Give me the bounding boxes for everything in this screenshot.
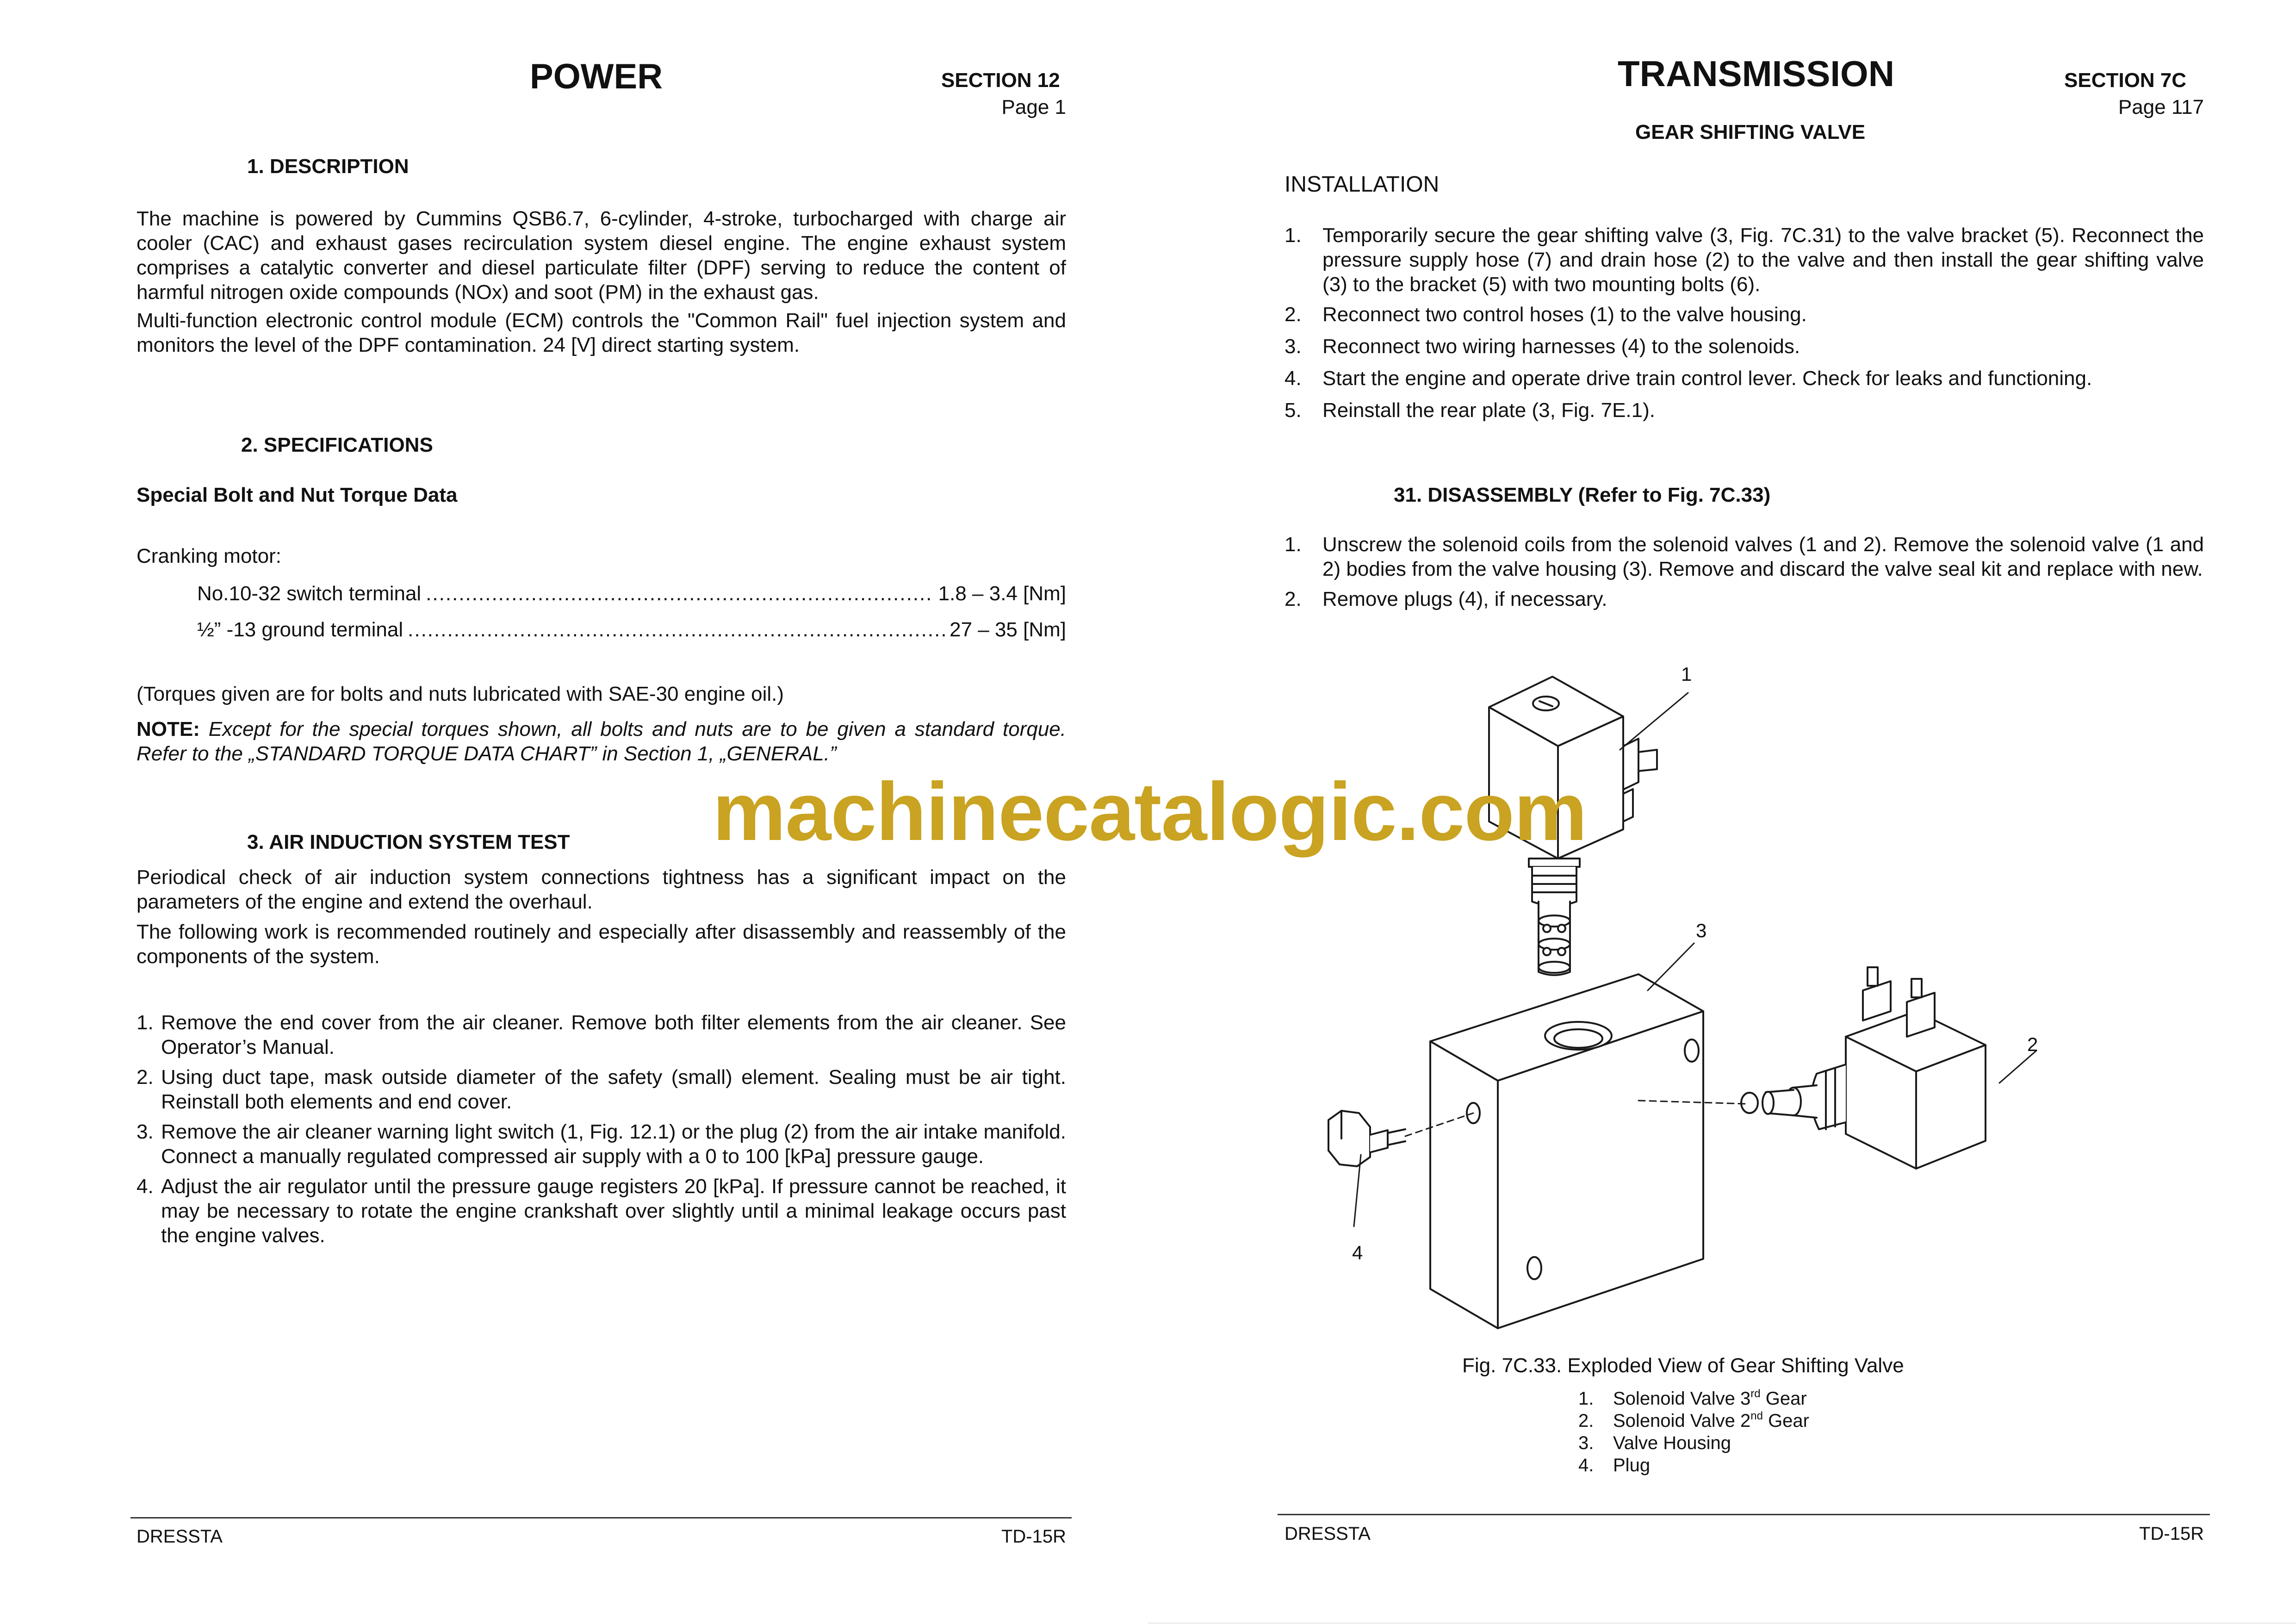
- step-number: 3.: [137, 1120, 154, 1143]
- disassembly-steps: [1285, 532, 2204, 611]
- legend-item: [1578, 1432, 1809, 1454]
- list-item: [1285, 302, 2204, 327]
- step-text: Remove the end cover from the air cleaner. Remove both filter elements from the air cleaner. See Operator’s Manual.: [161, 1011, 1066, 1058]
- legend-text: Plug: [1613, 1455, 1651, 1475]
- legend-sup: nd: [1750, 1410, 1763, 1422]
- page-subtitle: GEAR SHIFTING VALVE: [1635, 121, 1866, 143]
- standard-torque-note: [137, 717, 1066, 766]
- step-number: 1.: [1285, 533, 1302, 556]
- step-number: 4.: [1285, 367, 1302, 390]
- description-heading: 1. DESCRIPTION: [247, 155, 409, 178]
- torque-row-label: ½” -13 ground terminal: [197, 618, 403, 641]
- section-label: SECTION 12: [941, 69, 1060, 92]
- callout-1: 1: [1681, 663, 1692, 685]
- list-item: [1285, 532, 2204, 581]
- cranking-motor-label: Cranking motor:: [137, 545, 282, 567]
- callout-2: 2: [2027, 1033, 2038, 1055]
- list-item: [137, 1174, 1066, 1248]
- step-text: Adjust the air regulator until the pressure gauge registers 20 [kPa]. If pressure cannot be reached, it may be necessary to rotate the engine crankshaft over slightly until a minimal leakage occurs past the engine valves.: [161, 1175, 1066, 1247]
- description-paragraph: Multi-function electronic control module (ECM) controls the "Common Rail" fuel injection system and monitors the level of the DPF contamination. 24 [V] direct starting system.: [137, 309, 1066, 356]
- list-item: [137, 1120, 1066, 1169]
- step-text: Unscrew the solenoid coils from the solenoid valves (1 and 2). Remove the solenoid valve (1 and 2) bodies from the valve housing (3). Remove and discard the valve seal kit and replace with new.: [1322, 533, 2204, 580]
- torque-row-value: 27 – 35 [Nm]: [949, 618, 1066, 641]
- installation-heading: INSTALLATION: [1285, 172, 1440, 197]
- list-item: [137, 1010, 1066, 1059]
- page-title: TRANSMISSION: [1618, 53, 1895, 94]
- legend-tail: Gear: [1760, 1388, 1807, 1409]
- air-induction-steps: [137, 1010, 1066, 1248]
- step-number: 1.: [1285, 224, 1302, 247]
- disassembly-heading: 31. DISASSEMBLY (Refer to Fig. 7C.33): [1394, 484, 1771, 506]
- footer-left: DRESSTA: [1285, 1524, 1371, 1544]
- solenoid-stem: [1529, 859, 1580, 975]
- step-text: Reconnect two control hoses (1) to the valve housing.: [1322, 303, 1807, 326]
- exploded-view-figure: [1148, 648, 2296, 1342]
- installation-steps: [1285, 223, 2204, 423]
- figure-legend: [1578, 1388, 1809, 1476]
- solenoid-coil-2: [1741, 967, 1986, 1169]
- figure-caption: Fig. 7C.33. Exploded View of Gear Shifting Valve: [1462, 1354, 1904, 1377]
- list-item: [1285, 334, 2204, 359]
- legend-number: 2.: [1578, 1411, 1594, 1431]
- callout-3: 3: [1696, 920, 1707, 941]
- legend-item: [1578, 1388, 1809, 1410]
- legend-tail: Gear: [1762, 1411, 1809, 1431]
- step-number: 4.: [137, 1175, 154, 1198]
- leader-dots: [426, 584, 933, 604]
- list-item: [1285, 587, 2204, 611]
- step-number: 3.: [1285, 335, 1302, 358]
- step-text: Reinstall the rear plate (3, Fig. 7E.1).: [1322, 399, 1655, 422]
- footer-left: DRESSTA: [137, 1526, 223, 1547]
- specifications-heading: 2. SPECIFICATIONS: [241, 434, 433, 456]
- step-number: 2.: [1285, 588, 1302, 610]
- air-induction-paragraph: Periodical check of air induction system connections tightness has a significant impact on the parameters of the engine and extend the overhaul.: [137, 866, 1066, 913]
- air-induction-paragraph: The following work is recommended routinely and especially after disassembly and reassembly of the components of the system.: [137, 921, 1066, 968]
- torque-data-subheading: Special Bolt and Nut Torque Data: [137, 484, 458, 506]
- step-number: 5.: [1285, 399, 1302, 422]
- list-item: [1285, 398, 2204, 423]
- footer-rule: [1278, 1514, 2210, 1515]
- step-text: Using duct tape, mask outside diameter of the safety (small) element. Sealing must be air tight. Reinstall both elements and end cover.: [161, 1066, 1066, 1113]
- step-number: 2.: [137, 1066, 154, 1089]
- step-text: Reconnect two wiring harnesses (4) to the solenoids.: [1322, 335, 1800, 358]
- legend-text: Solenoid Valve 3: [1613, 1388, 1751, 1409]
- legend-text: Solenoid Valve 2: [1613, 1411, 1751, 1431]
- valve-housing: [1430, 974, 1703, 1328]
- step-number: 2.: [1285, 303, 1302, 326]
- note-label: NOTE:: [137, 718, 200, 740]
- step-text: Start the engine and operate drive train control lever. Check for leaks and functioning.: [1322, 367, 2092, 390]
- page-edge: [1148, 1623, 2296, 1624]
- section-label: SECTION 7C: [2064, 69, 2187, 92]
- list-item: [1285, 223, 2204, 297]
- legend-number: 4.: [1578, 1455, 1594, 1475]
- step-number: 1.: [137, 1011, 154, 1034]
- step-text: Remove the air cleaner warning light switch (1, Fig. 12.1) or the plug (2) from the air intake manifold. Connect a manually regulated compressed air supply with a 0 to 100 [kPa] pressure gauge.: [161, 1120, 1066, 1168]
- watermark: machinecatalogic.com: [713, 765, 1587, 858]
- page-number: Page 1: [1001, 96, 1066, 118]
- torque-row-value: 1.8 – 3.4 [Nm]: [938, 582, 1066, 605]
- description-body: [137, 206, 1066, 357]
- lubrication-note: (Torques given are for bolts and nuts lubricated with SAE-30 engine oil.): [137, 683, 784, 705]
- torque-row-label: No.10-32 switch terminal: [197, 582, 422, 605]
- step-text: Remove plugs (4), if necessary.: [1322, 588, 1607, 610]
- step-text: Temporarily secure the gear shifting valve (3, Fig. 7C.31) to the valve bracket (5). Reconnect the pressure supply hose (7) and drain hose (2) to the valve and then install the gear shifting valve (3) to the bracket (5) with two mounting bolts (6).: [1322, 224, 2204, 296]
- legend-number: 3.: [1578, 1433, 1594, 1453]
- air-induction-body: [137, 865, 1066, 969]
- legend-sup: rd: [1750, 1388, 1761, 1400]
- torque-row: [197, 584, 1066, 604]
- legend-item: [1578, 1454, 1809, 1476]
- description-paragraph: The machine is powered by Cummins QSB6.7, 6-cylinder, 4-stroke, turbocharged with charge air cooler (CAC) and exhaust gases recirculation system diesel engine. The engine exhaust system comprises a catalytic converter and diesel particulate filter (DPF) serving to reduce the content of harmful nitrogen oxide compounds (NOx) and soot (PM) in the exhaust gas.: [137, 207, 1066, 304]
- page-title: POWER: [530, 57, 663, 96]
- air-induction-heading: 3. AIR INDUCTION SYSTEM TEST: [247, 831, 570, 853]
- legend-item: [1578, 1410, 1809, 1432]
- leader-dots: [408, 620, 945, 640]
- legend-text: Valve Housing: [1613, 1433, 1731, 1453]
- list-item: [137, 1065, 1066, 1114]
- footer-rule: [130, 1517, 1072, 1518]
- page-number: Page 117: [2118, 96, 2204, 118]
- callout-4: 4: [1352, 1242, 1363, 1263]
- legend-number: 1.: [1578, 1388, 1594, 1409]
- list-item: [1285, 366, 2204, 391]
- torque-row: [197, 620, 1066, 640]
- footer-right: TD-15R: [2139, 1524, 2204, 1544]
- note-text: Except for the special torques shown, all bolts and nuts are to be given a standard torque. Refer to the „STANDARD TORQUE DATA CHART” in Section 1, „GENERAL.”: [137, 718, 1066, 765]
- footer-right: TD-15R: [1001, 1526, 1066, 1547]
- plug: [1328, 1111, 1405, 1166]
